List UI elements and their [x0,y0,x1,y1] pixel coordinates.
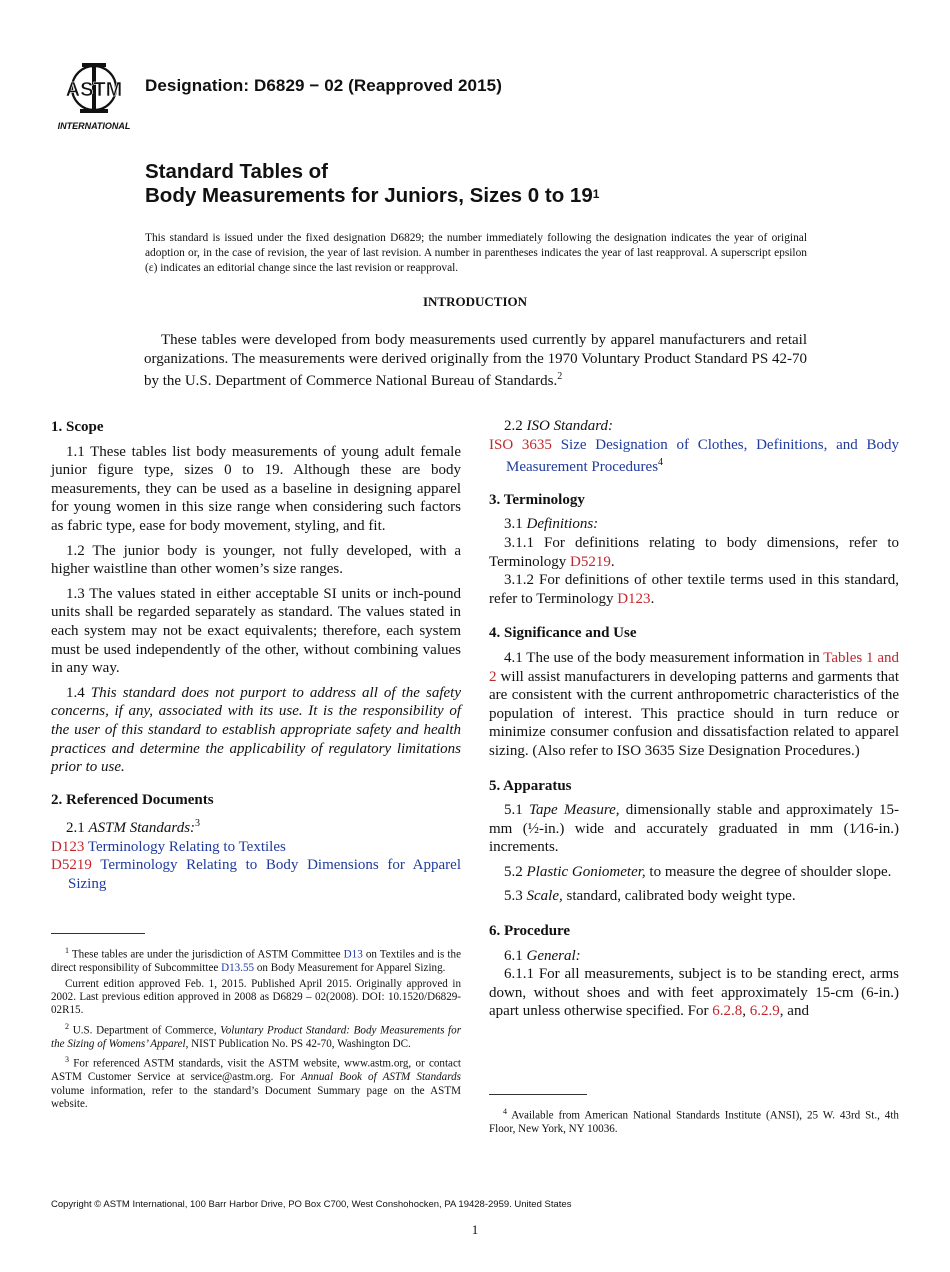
footnote-3-text-b: volume information, refer to the standard’s Document Summary page on the ASTM website. [51,1084,461,1111]
footnote-2-text-a: U.S. Department of Commerce, [72,1024,221,1037]
title-line-2 [145,184,599,208]
footnote-4-text: Available from American National Standards Institute (ANSI), 25 W. 43rd St., 4th Floor, New York, NY 10036. [489,1109,899,1136]
footnote-1-text-a: These tables are under the jurisdiction of ASTM Committee [71,948,344,961]
para-2-1-number: 2.1 [66,820,85,837]
introduction-text [144,331,807,391]
para-5-2-text: to measure the degree of shoulder slope. [645,863,892,880]
reference-d5219-title[interactable]: Terminology Relating to Body Dimensions for Apparel Sizing [68,857,461,893]
para-5-2-term: Plastic Goniometer, [526,863,646,880]
section-5-heading: 5. Apparatus [489,777,572,794]
footnote-3-italic: Annual Book of ASTM Standards [300,1071,461,1084]
footnote-3 [51,1053,461,1111]
footnotes-left [51,944,461,1112]
para-4-1 [489,649,899,761]
para-1-2: 1.2 The junior body is younger, not fully developed, with a higher waistline than other women’s size ranges. [51,542,461,578]
link-tables-1-and-2[interactable]: Tables 1 and 2 [489,649,899,685]
reference-d123 [51,838,461,857]
para-1-1: 1.1 These tables list body measurements of young adult female junior figure type, sizes 0 to 19. Although these are body measurements, they can be used as a baseline in designing apparel for young women in this size range when considering such factors as fabric type, ease for body movement, styling, and fit. [51,443,461,534]
para-1-4 [51,684,461,777]
link-6-2-8[interactable]: 6.2.8 [712,1003,743,1020]
footnote-1-link-d13-55[interactable]: D13.55 [221,962,255,975]
para-2-2-label: ISO Standard: [526,418,614,434]
reference-d123-code[interactable]: D123 [51,838,85,855]
reference-iso-3635-title[interactable]: Size Designation of Clothes, Definitions, and Body Measurement Procedures [506,436,899,476]
para-5-1-term: Tape Measure, [529,802,620,819]
para-5-2-number: 5.2 [504,863,523,880]
para-4-1-text-a: 4.1 The use of the body measurement information in [504,649,824,666]
footnote-4-mark: 4 [503,1107,507,1116]
reference-iso-3635 [489,436,899,477]
para-2-1-label: ASTM Standards: [88,820,196,837]
para-5-3-term: Scale, [526,888,563,905]
footnote-2-text-b: , NIST Publication No. PS 42-70, Washington DC. [185,1037,411,1050]
para-2-1 [51,815,461,838]
para-2-2-number: 2.2 [504,418,523,434]
reference-iso-3635-footnote-mark[interactable]: 4 [658,457,664,469]
reference-d123-title[interactable]: Terminology Relating to Textiles [87,838,286,855]
para-4-1-text-b: will assist manufacturers in developing patterns and garments that are consistent with the current anthropometric characteristics of the population of interest. This practice should in turn reduce or minimize consumer confusion and dissatisfaction related to apparel sizing. (Also refer to ISO 3635 Size Designation Procedures.) [489,668,899,759]
footnote-4 [489,1105,899,1137]
section-6-heading: 6. Procedure [489,923,571,940]
introduction-heading: INTRODUCTION [422,294,527,309]
para-6-1-1: 6.1.1 For all measurements, subject is to be standing erect, arms down, without shoes and with feet approximately 15-cm (6-in.) apart unless otherwise specified. For 6.2.8, 6.2.9, and [489,966,899,1020]
para-6-1-1-end: , and [779,1003,809,1020]
para-3-1-1: 3.1.1 For definitions relating to body dimensions, refer to Terminology D5219. [489,534,899,570]
footnote-divider-left [51,933,145,934]
para-5-1-number: 5.1 [504,802,523,819]
section-2-heading: 2. Referenced Documents [51,791,214,808]
title-line-1: Standard Tables of [145,160,329,183]
reference-d5219 [51,856,461,893]
footnote-1-text-b: on Textiles and is the direct responsibility of Subcommittee [51,948,461,975]
para-5-1 [489,801,899,857]
footnote-2 [51,1020,461,1052]
para-3-1-label: Definitions: [526,516,599,533]
footnote-2-mark: 2 [65,1021,69,1031]
document-title [145,160,599,208]
para-3-1 [489,515,899,534]
issuance-note: This standard is issued under the fixed designation D6829; the number immediately following the designation indicates the year of original adoption or, in the case of revision, the year of last revision. A number in parentheses indicates the year of last reapproval. A superscript epsilon (ε) indicates an editorial change since the last revision or reapproval. [145,232,807,274]
para-6-1-number: 6.1 [504,947,523,964]
para-3-1-2-text: 3.1.2 For definitions of other textile terms used in this standard, refer to Terminology [489,572,899,607]
left-column [51,418,461,894]
footnote-1-text-c: on Body Measurement for Apparel Sizing. [254,962,446,975]
para-3-1-2: 3.1.2 For definitions of other textile terms used in this standard, refer to Terminology D123. [489,572,899,607]
footnote-2-italic: Voluntary Product Standard: Body Measurements for the Sizing of Womens’ Apparel [51,1024,462,1050]
footnote-1-link-d13[interactable]: D13 [343,948,363,961]
footnotes-right [489,1105,899,1137]
para-1-3: 1.3 The values stated in either acceptable SI units or inch-pound units shall be regarded separately as standard. The values stated in each system may not be exact equivalents; therefore, each system must be used independently of the other, without combining values in any way. [51,585,461,677]
footnote-1-edition: Current edition approved Feb. 1, 2015. Published April 2015. Originally approved in 2002. Last previous edition approved in 2008 as D6829 – 02(2008). DOI: 10.1520/D6829-02R15. [51,977,461,1017]
introduction-body: These tables were developed from body measurements used currently by apparel manufacturers and retail organizations. The measurements were derived originally from the 1970 Voluntary Product Standard PS 42-70 by the U.S. Department of Commerce National Bureau of Standards. [144,332,807,390]
copyright-notice: Copyright © ASTM International, 100 Barr Harbor Drive, PO Box C700, West Conshohocken, PA 19428-2959. United States [51,1199,572,1210]
footnote-3-text-a: For referenced ASTM standards, visit the ASTM website, www.astm.org, or contact ASTM Customer Service at service@astm.org. For [51,1057,461,1084]
title-line-2-text: Body Measurements for Juniors, Sizes 0 to 19 [145,184,593,207]
link-d5219[interactable]: D5219 [570,553,611,570]
footnote-divider-right [489,1094,587,1095]
para-5-3-number: 5.3 [504,888,523,905]
para-3-1-1-text: 3.1.1 For definitions relating to body dimensions, refer to Terminology [489,534,899,570]
footnote-1 [51,944,461,976]
para-1-4-number: 1.4 [66,684,85,701]
logo-subtitle: INTERNATIONAL [57,121,131,131]
para-5-3-text: standard, calibrated body weight type. [562,888,796,905]
page-number: 1 [471,1222,479,1237]
designation: Designation: D6829 − 02 (Reapproved 2015) [145,76,502,95]
section-4-heading: 4. Significance and Use [489,625,637,642]
link-d123[interactable]: D123 [617,590,651,607]
section-1-heading: 1. Scope [51,419,104,435]
para-6-1-label: General: [526,947,581,964]
para-5-2 [489,863,899,882]
logo-text: ASTM [65,79,123,101]
title-footnote-mark[interactable]: 1 [592,187,600,201]
para-2-2 [489,417,899,436]
section-3-heading: 3. Terminology [489,491,585,508]
para-3-1-number: 3.1 [504,516,523,533]
para-1-4-text: This standard does not purport to address all of the safety concerns, if any, associated with its use. It is the responsibility of the user of this standard to establish appropriate safety and health practices and determine the applicability of regulatory limitations prior to use. [51,684,461,776]
footnote-1-mark: 1 [65,946,69,955]
para-5-3 [489,887,899,906]
footnote-3-mark: 3 [65,1055,69,1065]
para-5-1-text: dimensionally stable and approximately 15-mm (½-in.) wide and accurately graduated in mm (1⁄16-in.) increments. [489,802,899,856]
reference-d5219-code[interactable]: D5219 [51,857,92,874]
introduction-footnote-mark[interactable]: 2 [557,371,563,383]
reference-iso-3635-code[interactable]: ISO 3635 [489,436,552,453]
para-6-1-1-text: 6.1.1 For all measurements, subject is to be standing erect, arms down, without shoes and with feet approximately 15-cm (6-in.) apart unless otherwise specified. For [489,966,899,1020]
link-6-2-9[interactable]: 6.2.9 [749,1003,780,1020]
para-2-1-footnote-mark[interactable]: 3 [195,818,201,830]
para-6-1 [489,947,899,966]
right-column [489,417,899,1021]
astm-logo [52,55,136,135]
